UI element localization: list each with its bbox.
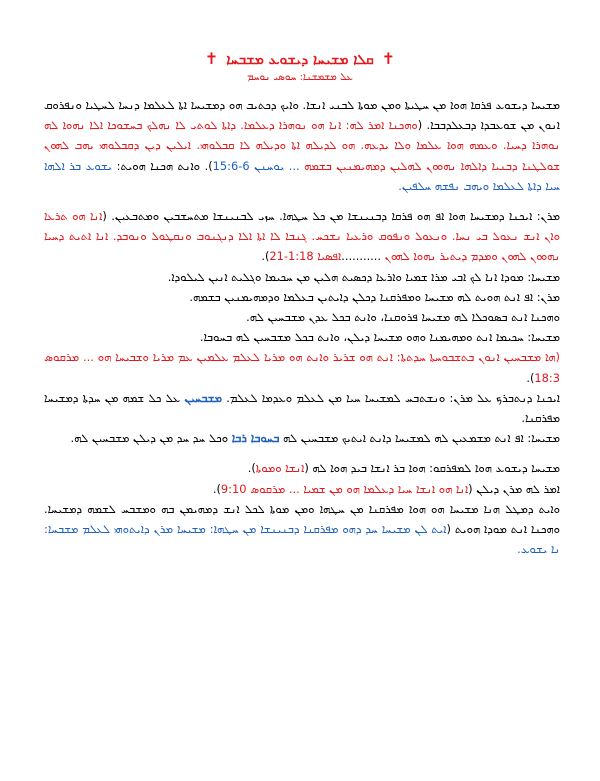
paragraph bbox=[44, 206, 560, 267]
text-run-red: ... ܡܪܩܘܣ 9:10 bbox=[220, 481, 300, 496]
text-run-bluebold: ܒܚܘܒܐ ܪܒܐ bbox=[231, 431, 280, 446]
paragraph bbox=[44, 479, 560, 499]
text-run-blue: ... ܝܘܚܢܢ 6-15:6 bbox=[212, 158, 300, 173]
text-run-red: ܘܗܟܢܐ ܐܡܪ ܠܗ: ܐܢܐ ܗܘ ܢܘܗܪܐ ܕܥܠܡܐ. ܕܐܬܐ ܠܘܬܝ ܠܐ ܢܗܠܟ ܒܚܫܘܟܐ ܐܠܐ ܢܗܘܐ ܠܗ ܢܘܗܪܐ ܕܚܝܐ. ܘܥܡܗ ܗܘܐ ܥܠܡܐ ܘܠܐ ܝܕܥܗ. ܗܘ ܠܕܝܠܗ ܐܬܐ ܘܕܝܠܗ ܠܐ ܩܒܠܘܗܝ. ܐܝܠܝܢ ܕܝܢ ܕܩܒܠܘܗܝ ܝܗܒ ܠܗܘܢ ܫܘܠܛܢܐ ܕܒܢܝܐ ܕܐܠܗܐ ܢܗܘܘܢ ܠܗܠܝܢ ܕܡܗܝܡܢܝܢ ܒܫܡܗ bbox=[44, 118, 560, 173]
paragraph bbox=[44, 267, 560, 287]
paragraph bbox=[44, 307, 560, 327]
text-run: ܡܪܢ: ܐܝܟܢܐ ܕܡܫܝܚܐ ܗܘܐ ܐܦ ܗܘ ܦܪܩܐ ܕܒܢܝܢܫܐ ܡܢ ܟܠ ܚܛܗܐ. ܚܙܝ ܠܒܢܝܢܫܐ ܡܬܚܫܒܝܢ ܘܡܬܒܥܝܢ. ( bbox=[102, 209, 560, 224]
text-run: ........... bbox=[341, 249, 382, 264]
text-run: ܡܫܝܚܐ: ܐܦ ܐܢܬ ܡܫܡܥܝܢ ܠܗ ܠܡܫܝܚܐ ܕܐܢܬ ܐܝܬܝܟ ܡܫܒܚܝܢ ܠܗ bbox=[279, 431, 560, 446]
paragraph bbox=[44, 327, 560, 347]
document-body bbox=[44, 95, 560, 559]
paragraph-gap bbox=[44, 196, 560, 206]
text-run-red: ܐܦܣܝܐ 1:18-21 bbox=[269, 249, 342, 264]
paragraph bbox=[44, 458, 560, 478]
title-text: ܩܠܐ ܡܫܝܚܐ ܕܝܫܘܥ ܡܫܒܚܐ bbox=[226, 52, 374, 68]
text-run: ܥܠ ܟܠ ܫܡܗ ܡܢ ܚܕܬܐ ܕܡܫܝܚܐ ܡܦܪܩܢܐ. bbox=[44, 390, 560, 426]
text-run: ). ܘܐܢܬ ܗܟܢܐ ܗܘܝܬ: bbox=[112, 158, 213, 173]
text-run: ܡܫܝܚܐ ܕܝܫܘܥ ܗܘܐ ܠܡܦܪܩܘ: ܗܘܐ ܒܪ ܐܢܫܐ ܒܝܕ ܗܘܐ ܠܗ ( bbox=[304, 461, 560, 476]
paragraph bbox=[44, 499, 560, 560]
text-run-red: ... ܡܪܩܘܣ 18:3 bbox=[44, 350, 560, 385]
paragraph bbox=[44, 287, 560, 307]
paragraph bbox=[44, 428, 560, 448]
text-run: ܘܗܟܢܐ ܐܢܬ ܒܣܘܟܠܐ ܠܗ ܡܫܝܚܐ ܦܪܘܩܢܐ، ܘܐܢܬ ܒܟܠ ܥܕܢ ܡܫܒܚܝܢ ܠܗ. bbox=[246, 310, 560, 325]
text-run-red: ܐܢܐ ܗܘ ܬܪܥܐ ܘܐܢ ܐܢܫ ܢܥܘܠ ܒܝ ܢܚܐ. ܘܢܥܘܠ ܘܢܦܘܩ ܘܪܥܝܐ ܢܫܟܚ. ܓܢܒܐ ܠܐ ܐܬܐ ܐܠܐ ܕܢܓܢܘܒ ܘܢܩܛܘܠ ܘܢܘܒܕ. ܐܢܐ ܐܬܝܬ ܕܚܝܐ ܢܗܘܘܢ ܠܗܘܢ ܘܡܕܡ ܕܝܬܝܪ ܢܗܘܐ ܠܗܘܢ bbox=[44, 209, 560, 264]
text-run-blue: ܝܫܘܥ ܒܪ ܐܠܗܐ ܚܝܐ ܕܐܬܐ ܠܥܠܡܐ ܘܝܗܒ ܢܦܫܗ ܚܠܦܝܢ. bbox=[44, 158, 560, 193]
paragraph bbox=[44, 347, 560, 387]
paragraph bbox=[44, 388, 560, 428]
text-run-blue: ܐܝܬ ܠܢ ܡܫܝܚܐ ܚܕ ܕܗܘ ܡܦܪܩܢܐ ܕܒܢܝܢܫܐ ܡܢ ܚܛܗܐ: ܡܫܝܚܐ ܡܪܢ ܕܐܝܬܘܗܝ ܠܥܠܡ ܡܫܒܚܐ: ܢܐ ܝܫܘܥ. bbox=[44, 522, 560, 557]
text-run: ܡܫܝܚܐ: ܡܘܕܐ ܐܢܐ ܠܟ ܐܒܝ ܡܪܐ ܫܡܝܐ ܘܐܪܥܐ ܕܟܣܝܬ ܗܠܝܢ ܡܢ ܚܟܝܡܐ ܘܓܠܝܬ ܐܢܝܢ ܠܝܠܘܕܐ. bbox=[167, 269, 560, 284]
text-run: ). bbox=[526, 370, 535, 385]
text-run: ܐܝܟܢܐ ܕܢܬܒܪܟ ܥܠ ܡܪܢ: ܘܢܫܬܒܚ ܠܡܫܝܚܐ ܚܝܐ ܡܢ ܠܥܠܡ ܘܥܕܡܐ ܠܥܠܡ. bbox=[221, 390, 560, 405]
text-run-bluebold: ܡܫܒܚܝܢ bbox=[184, 390, 222, 405]
cross-icon-left: ✝ bbox=[381, 49, 396, 68]
document-subtitle: ܥܠ ܡܫܡܫܢܐ: ܚܘܣܝ ܢܘܚܡ bbox=[247, 72, 353, 83]
text-run: ܡܪܢ: ܐܦ ܐܢܬ ܗܘܝܬ ܠܗ ܡܫܝܚܐ ܘܡܦܪܩܢܐ ܕܟܠܢ ܕܐܝܬܝܢ ܒܥܠܡܐ ܘܕܡܗܝܡܢܝܢ ܒܫܡܗ. bbox=[189, 289, 560, 304]
text-run: ܡܫܝܚܐ: ܚܟܝܡܐ ܐܢܬ ܘܡܗܝܡܢܐ ܘܗܘ ܡܫܝܚܐ ܕܝܠܢ، ܘܐܢܬ ܒܟܠ ܡܫܒܚܝܢ ܠܗ ܒܚܘܒܐ. bbox=[199, 330, 560, 345]
text-run-red: (ܗܐ ܡܫܒܚܝܢ ܐܢܘܢ ܒܬܫܒܘܚܬܐ ܚܕܬܬܐ: ܐܢܬ ܗܘ ܫܪܝܪ ܘܐܢܬ ܗܘ ܡܪܝܐ ܠܥܠܡ ܥܠܡܝܢ ܥܡ ܡܪܝܐ ܘܫܒܝܚܐ ܗܘ bbox=[93, 350, 560, 365]
paragraph-gap bbox=[44, 448, 560, 458]
text-run: ). bbox=[212, 481, 221, 496]
text-run: ). bbox=[261, 249, 270, 264]
document-title bbox=[0, 49, 600, 68]
text-run: ܘܟܠ ܚܕ ܚܕ ܡܢ ܕܝܠܢ ܡܫܒܚܝܢ ܠܗ. bbox=[70, 431, 232, 446]
cross-icon-right: ✝ bbox=[204, 49, 219, 68]
text-run: ). bbox=[247, 461, 256, 476]
text-run-red: ܐܢܫܐ ܘܡܘܬܐ bbox=[255, 461, 305, 476]
text-run: ܘܐܝܬ ܕܡܛܠ ܗܢܐ ܡܫܝܚܐ ܗܘ ܗܘܐ ܡܦܪܩܢܐ ܡܢ ܚܛܗܐ ܘܡܢ ܡܘܬܐ ܠܟܠ ܐܢܫ ܕܡܗܝܡܢ ܒܗ ܘܡܫܒܚ ܠܫܡܗ ܕܡܫܝܚܐ. ܘܗܟܢܐ ܐܢܬ ܡܘܕܐ ܗܘܝܬ ( bbox=[44, 501, 560, 537]
text-run: ܡܫܝܚܐ ܕܝܫܘܥ ܦܪܩܐ ܗܘܐ ܡܢ ܚܛܝܬܐ ܘܡܢ ܡܘܬܐ ܠܒܢܝ ܐܢܫܐ. ܘܐܝܟ ܕܟܬܝܒ ܗܘ ܕܡܫܝܚܐ ܐܬܐ ܠܥܠܡܐ ܕܢܚܐ ܠܚܛܝܐ ܘܢܦܪܘܩ ܐܢܘܢ ܡܢ ܫܘܥܒܕܐ ܕܒܥܠܕܒܒܐ. ( bbox=[44, 98, 560, 133]
paragraph bbox=[44, 95, 560, 196]
text-run: ܐܡܪ ܠܗ ܡܪܢ ܕܝܠܢ ( bbox=[468, 481, 560, 496]
text-run-red: ܐܢܐ ܗܘ ܐܢܫܐ ܚܝܐ ܕܥܠܡܐ ܗܘ ܡܢ ܫܡܝܐ bbox=[299, 481, 469, 496]
